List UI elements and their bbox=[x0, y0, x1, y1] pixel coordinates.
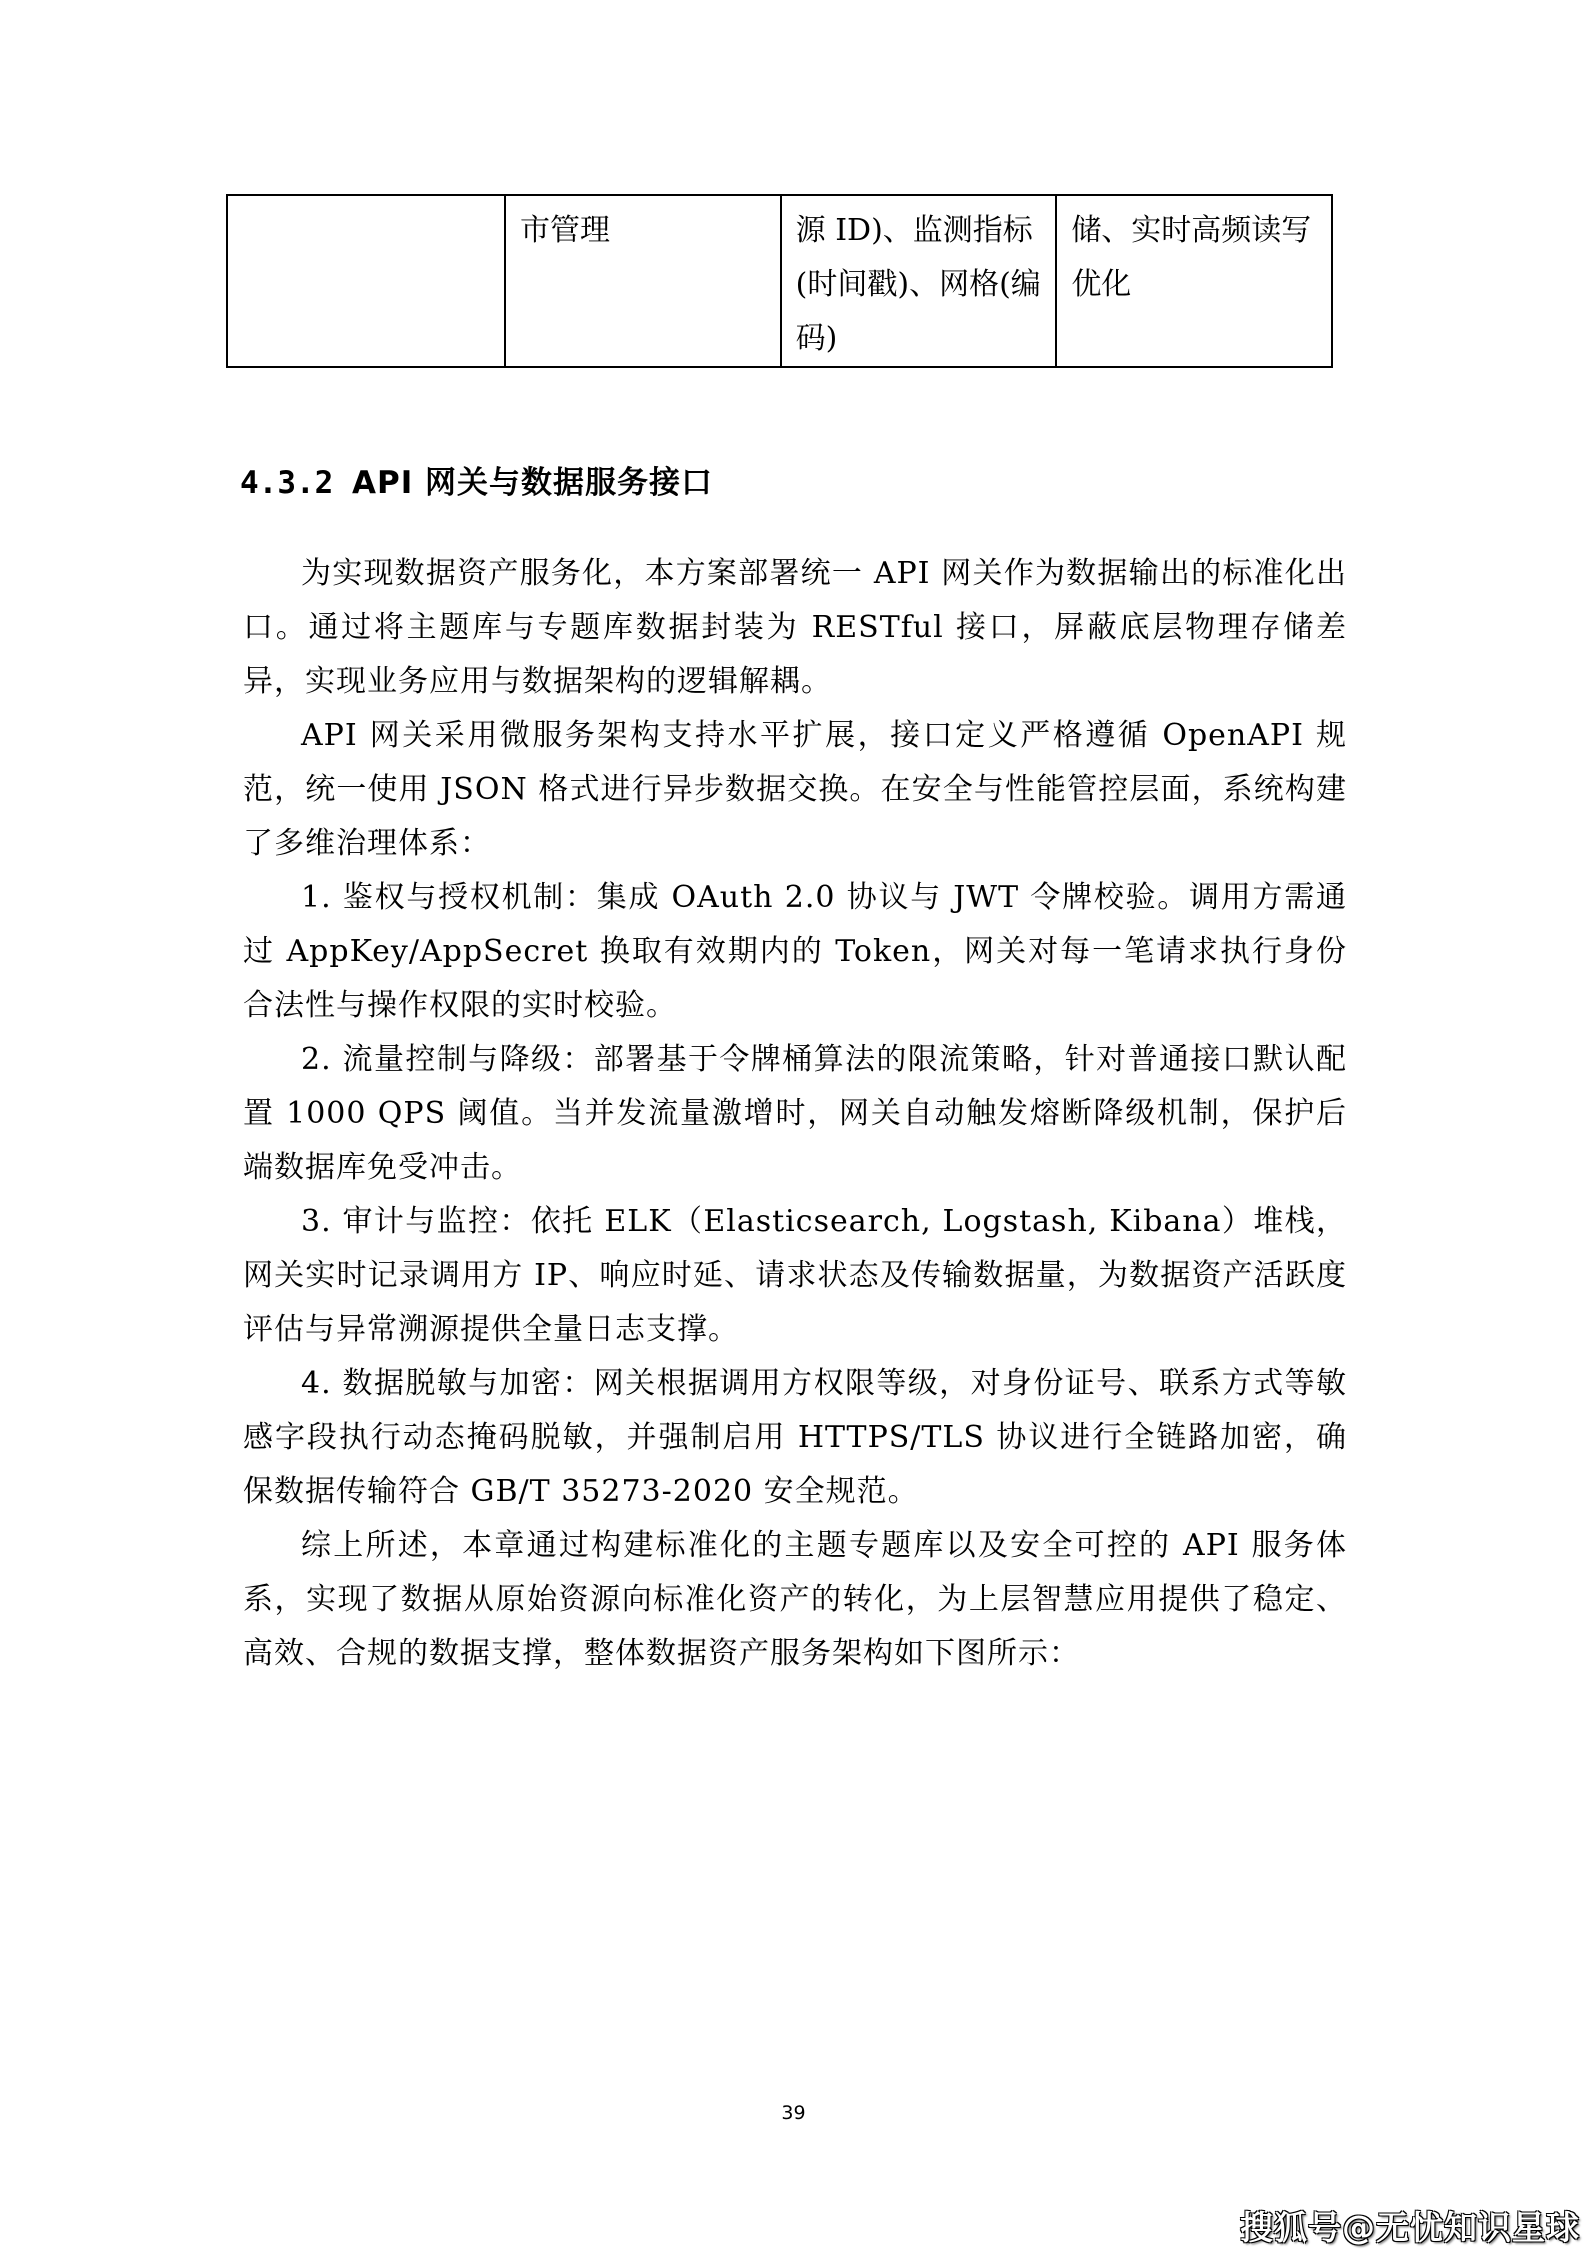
section-title: API 网关与数据服务接口 bbox=[352, 465, 714, 501]
table-cell-col1 bbox=[227, 195, 505, 367]
table-cell-col4: 储、实时高频读写优化 bbox=[1056, 195, 1332, 367]
list-item-auth: 1. 鉴权与授权机制：集成 OAuth 2.0 协议与 JWT 令牌校验。调用方需通过 AppKey/AppSecret 换取有效期内的 Token，网关对每一笔请求执行身份合法性与操作权限的实时校验。 bbox=[243, 880, 1347, 1023]
section-heading bbox=[240, 463, 713, 503]
table-cell-col2: 市管理 bbox=[505, 195, 781, 367]
table-cell-col3: 源 ID)、监测指标(时间戳)、网格(编码) bbox=[781, 195, 1057, 367]
table-row bbox=[227, 195, 1332, 367]
paragraph-architecture: API 网关采用微服务架构支持水平扩展，接口定义严格遵循 OpenAPI 规范，统一使用 JSON 格式进行异步数据交换。在安全与性能管控层面，系统构建了多维治理体系： bbox=[243, 718, 1347, 861]
paragraph-summary: 综上所述，本章通过构建标准化的主题专题库以及安全可控的 API 服务体系，实现了数据从原始资源向标准化资产的转化，为上层智慧应用提供了稳定、高效、合规的数据支撑，整体数据资产服务架构如下图所示： bbox=[243, 1528, 1347, 1671]
table-continuation bbox=[226, 194, 1333, 368]
paragraph-intro: 为实现数据资产服务化，本方案部署统一 API 网关作为数据输出的标准化出口。通过将主题库与专题库数据封装为 RESTful 接口，屏蔽底层物理存储差异，实现业务应用与数据架构的逻辑解耦。 bbox=[243, 556, 1347, 699]
watermark: 搜狐号@无忧知识星球 bbox=[1240, 2208, 1580, 2247]
list-item-rate-limit: 2. 流量控制与降级：部署基于令牌桶算法的限流策略，针对普通接口默认配置 1000 QPS 阈值。当并发流量激增时，网关自动触发熔断降级机制，保护后端数据库免受冲击。 bbox=[243, 1042, 1347, 1185]
section-number: 4.3.2 bbox=[240, 465, 334, 501]
list-item-masking: 4. 数据脱敏与加密：网关根据调用方权限等级，对身份证号、联系方式等敏感字段执行动态掩码脱敏，并强制启用 HTTPS/TLS 协议进行全链路加密，确保数据传输符合 GB/T 35273-2020 安全规范。 bbox=[243, 1366, 1347, 1509]
list-item-audit: 3. 审计与监控：依托 ELK（Elasticsearch, Logstash, Kibana）堆栈，网关实时记录调用方 IP、响应时延、请求状态及传输数据量，为数据资产活跃度评估与异常溯源提供全量日志支撑。 bbox=[243, 1204, 1347, 1347]
page-number: 39 bbox=[781, 2102, 806, 2124]
section-body bbox=[243, 547, 1347, 1681]
